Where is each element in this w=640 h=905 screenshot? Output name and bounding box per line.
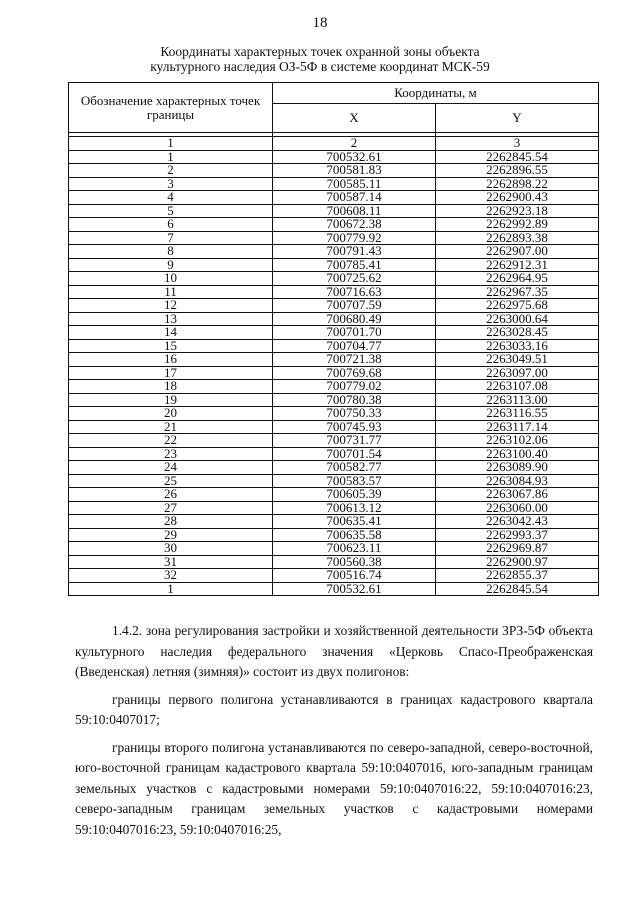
point-cell: 19: [69, 393, 273, 407]
y-coordinate-cell: 2263028.45: [436, 326, 599, 340]
y-coordinate-cell: 2262893.38: [436, 231, 599, 245]
point-cell: 7: [69, 231, 273, 245]
x-coordinate-cell: 700716.63: [273, 285, 436, 299]
table-row: [69, 326, 599, 340]
x-coordinate-cell: 700701.70: [273, 326, 436, 340]
table-row: [69, 515, 599, 529]
table-row: [69, 434, 599, 448]
paragraph-first-polygon: границы первого полигона устанавливаются в границах кадастрового квартала 59:10:0407017;: [75, 691, 593, 727]
coordinates-body: [69, 150, 599, 596]
point-cell: 27: [69, 501, 273, 515]
x-coordinate-cell: 700731.77: [273, 434, 436, 448]
x-coordinate-cell: 700704.77: [273, 339, 436, 353]
point-cell: 9: [69, 258, 273, 272]
table-row: [69, 353, 599, 367]
table-row: [69, 380, 599, 394]
x-coordinate-cell: 700780.38: [273, 393, 436, 407]
point-cell: 24: [69, 461, 273, 475]
header-coordinates: Координаты, м: [273, 83, 599, 104]
x-coordinate-cell: 700672.38: [273, 218, 436, 232]
table-row: [69, 569, 599, 583]
y-coordinate-cell: 2262845.54: [436, 582, 599, 596]
y-coordinate-cell: 2263097.00: [436, 366, 599, 380]
body-text: [75, 621, 593, 840]
point-cell: 10: [69, 272, 273, 286]
y-coordinate-cell: 2263084.93: [436, 474, 599, 488]
y-coordinate-cell: 2262964.95: [436, 272, 599, 286]
point-cell: 28: [69, 515, 273, 529]
x-coordinate-cell: 700701.54: [273, 447, 436, 461]
point-cell: 29: [69, 528, 273, 542]
point-cell: 14: [69, 326, 273, 340]
point-cell: 6: [69, 218, 273, 232]
x-coordinate-cell: 700635.58: [273, 528, 436, 542]
numbering-cell-1: 1: [69, 137, 273, 151]
y-coordinate-cell: 2262923.18: [436, 204, 599, 218]
table-row: [69, 299, 599, 313]
header-y: Y: [436, 104, 599, 133]
y-coordinate-cell: 2263033.16: [436, 339, 599, 353]
y-coordinate-cell: 2262896.55: [436, 164, 599, 178]
header-x: X: [273, 104, 436, 133]
y-coordinate-cell: 2263067.86: [436, 488, 599, 502]
y-coordinate-cell: 2262967.35: [436, 285, 599, 299]
table-title: [60, 44, 580, 74]
numbering-cell-2: 2: [273, 137, 436, 151]
x-coordinate-cell: 700585.11: [273, 177, 436, 191]
paragraph-second-polygon: границы второго полигона устанавливаются по северо-западной, северо-восточной, юго-восточной границам кадастрового квартала 59:10:0407016, юго-западным границам земельных участков с кадастровыми номерами 59:10:0407016:22, 59:10:0407016:23, северо-западным границам земельных участков с кадастровыми номерами 59:10:0407016:23, 59:10:0407016:25,: [75, 739, 593, 837]
point-cell: 17: [69, 366, 273, 380]
point-cell: 26: [69, 488, 273, 502]
table-row: [69, 245, 599, 259]
x-coordinate-cell: 700779.92: [273, 231, 436, 245]
point-cell: 31: [69, 555, 273, 569]
y-coordinate-cell: 2263049.51: [436, 353, 599, 367]
paragraph-zone-description: 1.4.2. зона регулирования застройки и хозяйственной деятельности ЗРЗ-5Ф объекта культурного наследия федерального значения «Церковь Спасо-Преображенская (Введенская) летняя (зимняя)» состоит из двух полигонов:: [75, 623, 593, 679]
x-coordinate-cell: 700785.41: [273, 258, 436, 272]
x-coordinate-cell: 700613.12: [273, 501, 436, 515]
table-row: [69, 582, 599, 596]
title-line-2: культурного наследия ОЗ-5Ф в системе координат МСК-59: [150, 59, 490, 74]
y-coordinate-cell: 2263042.43: [436, 515, 599, 529]
table-row: [69, 407, 599, 421]
point-cell: 4: [69, 191, 273, 205]
x-coordinate-cell: 700707.59: [273, 299, 436, 313]
y-coordinate-cell: 2262969.87: [436, 542, 599, 556]
table-row: [69, 488, 599, 502]
point-cell: 23: [69, 447, 273, 461]
x-coordinate-cell: 700680.49: [273, 312, 436, 326]
y-coordinate-cell: 2262992.89: [436, 218, 599, 232]
table-row: [69, 218, 599, 232]
x-coordinate-cell: 700750.33: [273, 407, 436, 421]
numbering-cell-3: 3: [436, 137, 599, 151]
y-coordinate-cell: 2262912.31: [436, 258, 599, 272]
point-cell: 18: [69, 380, 273, 394]
x-coordinate-cell: 700635.41: [273, 515, 436, 529]
point-cell: 15: [69, 339, 273, 353]
point-cell: 3: [69, 177, 273, 191]
y-coordinate-cell: 2263100.40: [436, 447, 599, 461]
y-coordinate-cell: 2262898.22: [436, 177, 599, 191]
table-row: [69, 461, 599, 475]
numbering-row: [69, 137, 599, 151]
x-coordinate-cell: 700581.83: [273, 164, 436, 178]
point-cell: 1: [69, 150, 273, 164]
x-coordinate-cell: 700587.14: [273, 191, 436, 205]
y-coordinate-cell: 2263116.55: [436, 407, 599, 421]
x-coordinate-cell: 700745.93: [273, 420, 436, 434]
y-coordinate-cell: 2262900.97: [436, 555, 599, 569]
point-cell: 5: [69, 204, 273, 218]
y-coordinate-cell: 2263089.90: [436, 461, 599, 475]
x-coordinate-cell: 700532.61: [273, 150, 436, 164]
x-coordinate-cell: 700516.74: [273, 569, 436, 583]
table-row: [69, 191, 599, 205]
x-coordinate-cell: 700623.11: [273, 542, 436, 556]
y-coordinate-cell: 2262900.43: [436, 191, 599, 205]
y-coordinate-cell: 2262845.54: [436, 150, 599, 164]
table-row: [69, 272, 599, 286]
table-row: [69, 164, 599, 178]
coordinates-table: [68, 82, 599, 596]
x-coordinate-cell: 700791.43: [273, 245, 436, 259]
point-cell: 8: [69, 245, 273, 259]
point-cell: 20: [69, 407, 273, 421]
point-cell: 22: [69, 434, 273, 448]
x-coordinate-cell: 700769.68: [273, 366, 436, 380]
page-number: 18: [312, 15, 328, 31]
x-coordinate-cell: 700725.62: [273, 272, 436, 286]
x-coordinate-cell: 700583.57: [273, 474, 436, 488]
y-coordinate-cell: 2263060.00: [436, 501, 599, 515]
x-coordinate-cell: 700582.77: [273, 461, 436, 475]
x-coordinate-cell: 700560.38: [273, 555, 436, 569]
y-coordinate-cell: 2263117.14: [436, 420, 599, 434]
x-coordinate-cell: 700608.11: [273, 204, 436, 218]
x-coordinate-cell: 700532.61: [273, 582, 436, 596]
y-coordinate-cell: 2262907.00: [436, 245, 599, 259]
y-coordinate-cell: 2263102.06: [436, 434, 599, 448]
point-cell: 25: [69, 474, 273, 488]
y-coordinate-cell: 2263107.08: [436, 380, 599, 394]
point-cell: 21: [69, 420, 273, 434]
y-coordinate-cell: 2262855.37: [436, 569, 599, 583]
y-coordinate-cell: 2262975.68: [436, 299, 599, 313]
point-cell: 16: [69, 353, 273, 367]
header-point-label: Обозначение характерных точек границы: [69, 83, 273, 133]
x-coordinate-cell: 700779.02: [273, 380, 436, 394]
table-row: [69, 542, 599, 556]
point-cell: 32: [69, 569, 273, 583]
point-cell: 11: [69, 285, 273, 299]
point-cell: 13: [69, 312, 273, 326]
point-cell: 30: [69, 542, 273, 556]
y-coordinate-cell: 2263113.00: [436, 393, 599, 407]
point-cell: 1: [69, 582, 273, 596]
y-coordinate-cell: 2262993.37: [436, 528, 599, 542]
y-coordinate-cell: 2263000.64: [436, 312, 599, 326]
x-coordinate-cell: 700721.38: [273, 353, 436, 367]
x-coordinate-cell: 700605.39: [273, 488, 436, 502]
point-cell: 2: [69, 164, 273, 178]
point-cell: 12: [69, 299, 273, 313]
title-line-1: Координаты характерных точек охранной зоны объекта: [160, 44, 480, 59]
